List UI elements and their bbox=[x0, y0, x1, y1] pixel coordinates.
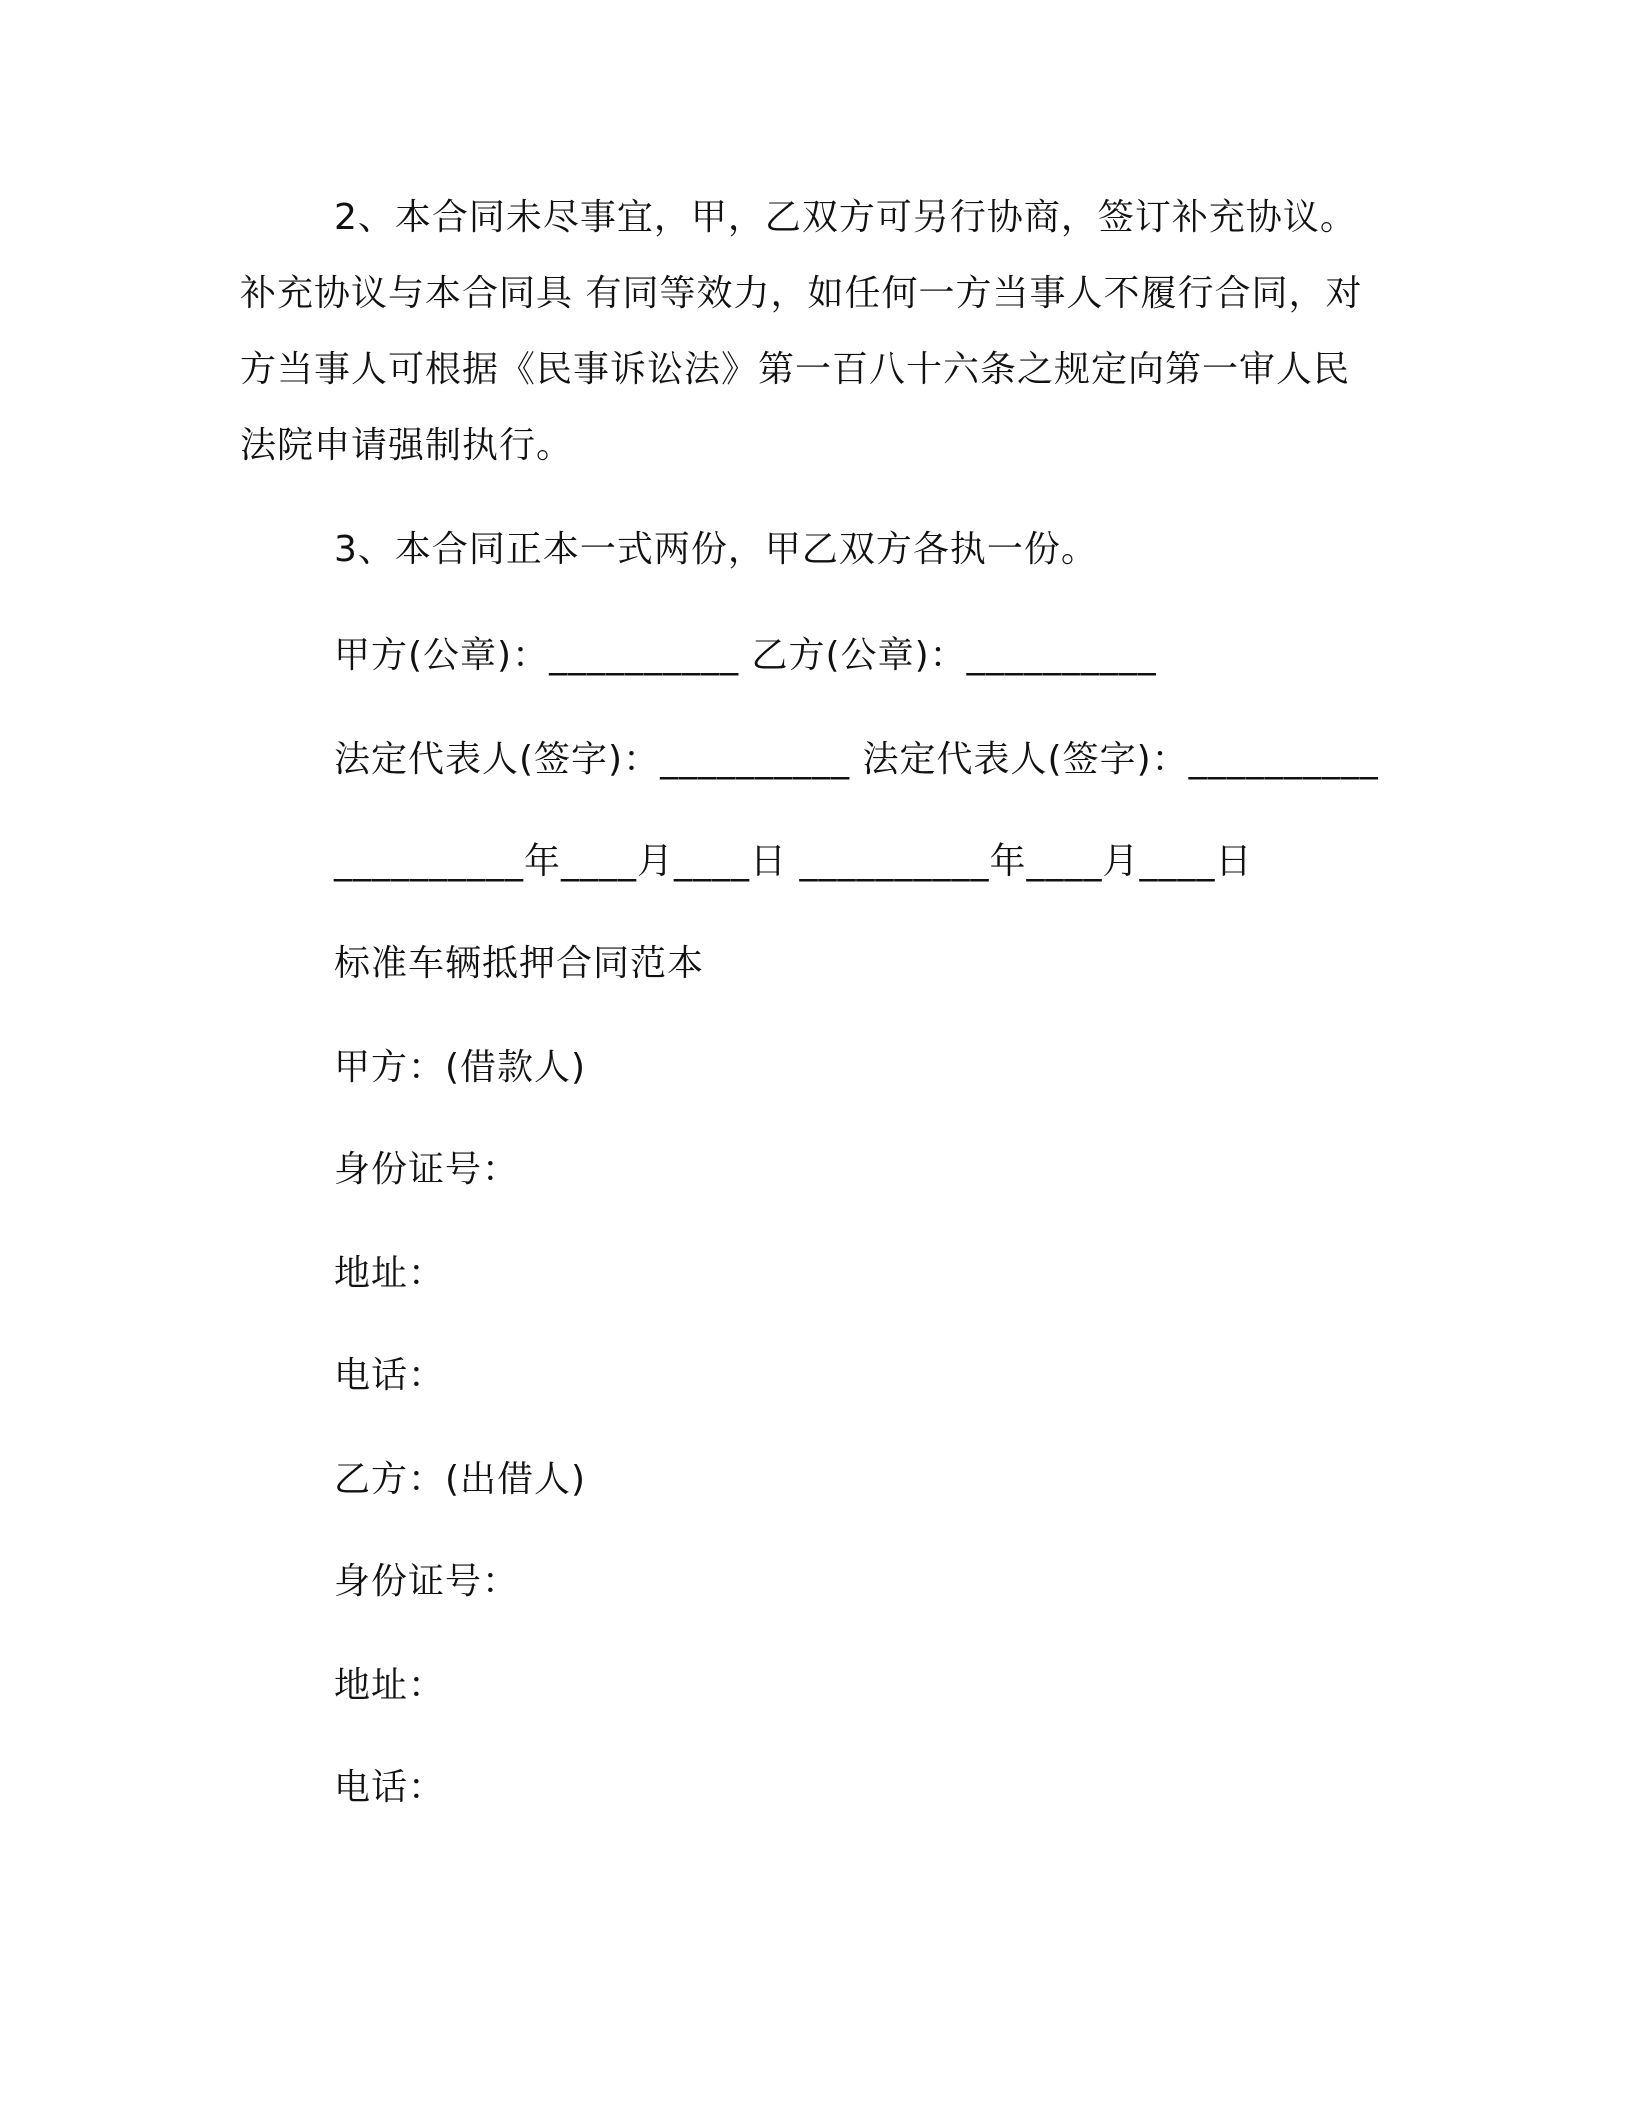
signature-date-line: __________年____月____日 __________年____月____日 bbox=[334, 841, 1253, 882]
clause-2-line-4: 法院申请强制执行。 bbox=[240, 425, 574, 466]
clause-3: 3、本合同正本一式两份，甲乙双方各执一份。 bbox=[334, 529, 1098, 570]
party-a-phone-field: 电话： bbox=[334, 1355, 446, 1396]
party-a-address-field: 地址： bbox=[334, 1253, 446, 1294]
contract-title: 标准车辆抵押合同范本 bbox=[334, 943, 705, 984]
party-a-id-field: 身份证号： bbox=[334, 1149, 520, 1190]
clause-2-line-2: 补充协议与本合同具 有同等效力，如任何一方当事人不履行合同，对 bbox=[240, 273, 1363, 314]
representative-signature-line: 法定代表人(签字)：__________ 法定代表人(签字)：__________ bbox=[334, 739, 1379, 780]
party-b-id-field: 身份证号： bbox=[334, 1561, 520, 1602]
party-b-phone-field: 电话： bbox=[334, 1767, 446, 1808]
clause-2-line-3: 方当事人可根据《民事诉讼法》第一百八十六条之规定向第一审人民 bbox=[240, 349, 1351, 390]
party-b-address-field: 地址： bbox=[334, 1665, 446, 1706]
party-b-label: 乙方：(出借人) bbox=[334, 1459, 587, 1500]
clause-2-line-1: 2、本合同未尽事宜，甲，乙双方可另行协商，签订补充协议。 bbox=[334, 197, 1357, 238]
seal-signature-line: 甲方(公章)：__________ 乙方(公章)：__________ bbox=[334, 635, 1157, 676]
party-a-label: 甲方：(借款人) bbox=[334, 1047, 587, 1088]
